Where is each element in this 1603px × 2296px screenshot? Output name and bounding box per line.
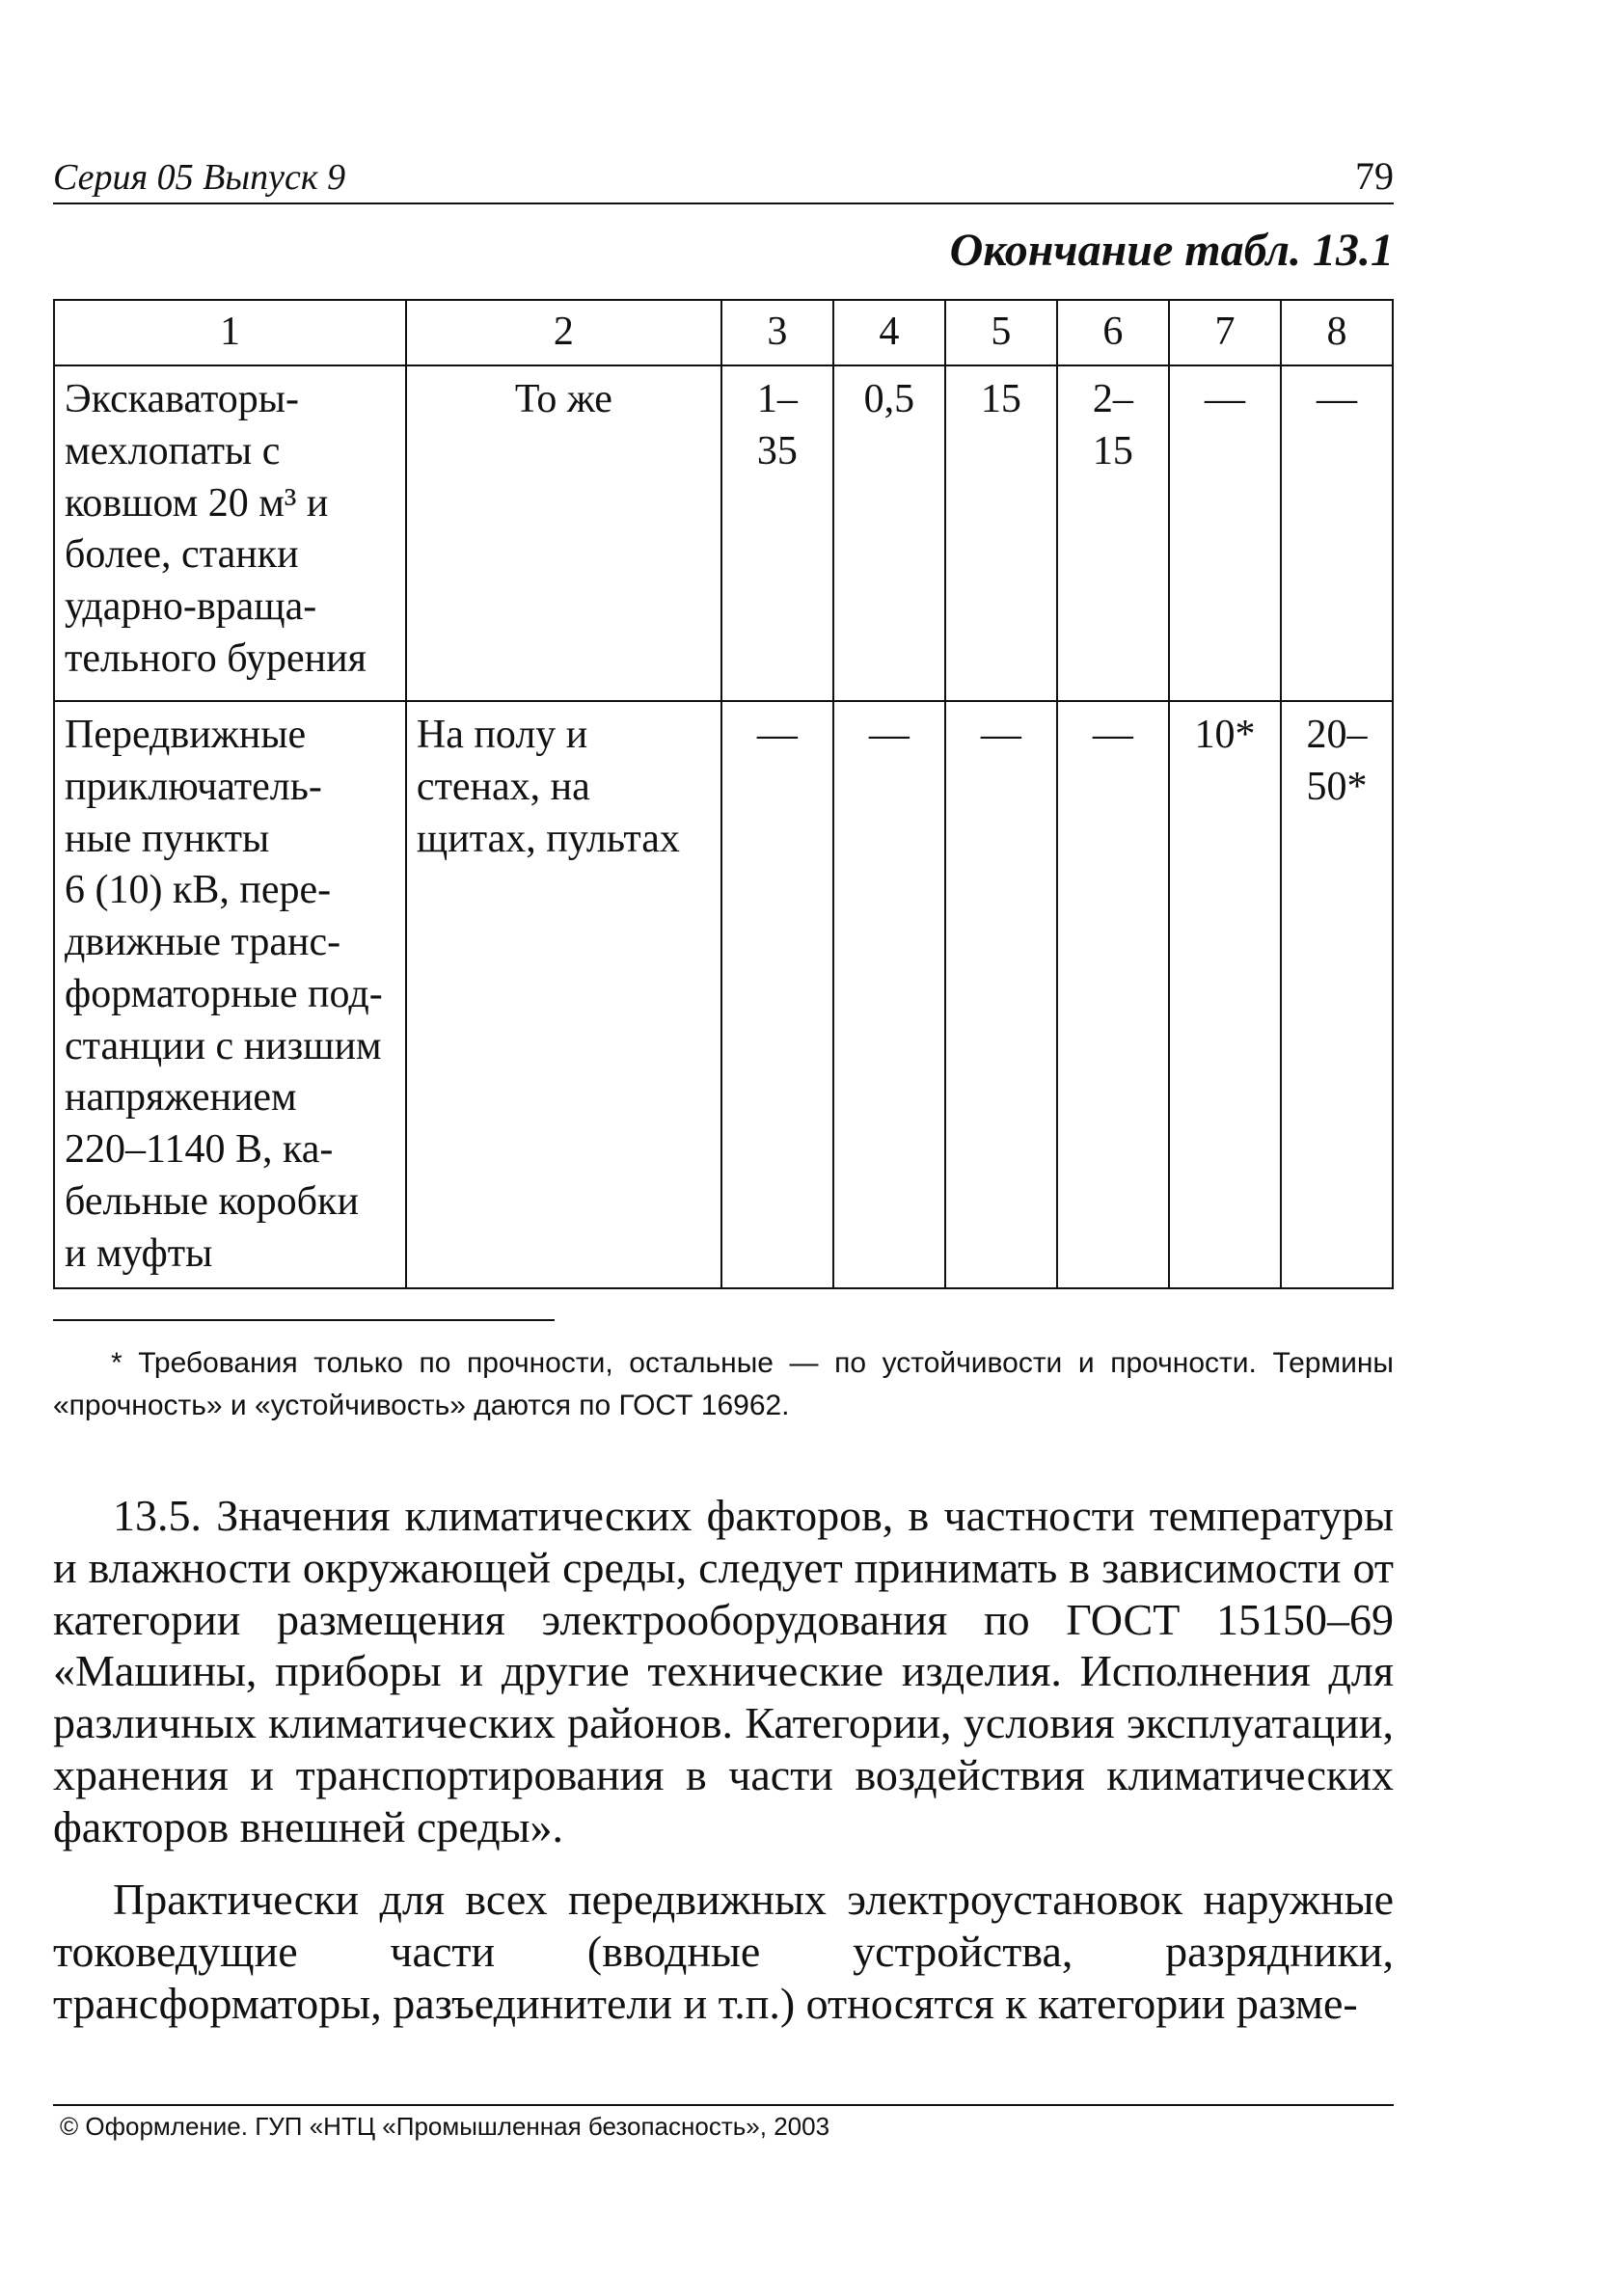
cell-line: —: [1092, 713, 1133, 757]
table-cell: [1169, 365, 1281, 701]
table-cell: [54, 701, 406, 1288]
series-label: Серия 05 Выпуск 9: [53, 157, 346, 198]
table-cell: [945, 701, 1057, 1288]
cell-line: Экскаваторы-: [65, 377, 299, 421]
cell-line: —: [868, 713, 910, 757]
cell-line: 220–1140 В, ка-: [65, 1127, 334, 1172]
table-cell: [1169, 701, 1281, 1288]
cell-line: ковшом 20 м³ и: [65, 480, 329, 526]
header-cell: 7: [1169, 300, 1281, 365]
cell-line: и муфты: [65, 1230, 213, 1276]
cell-line: мехлопаты с: [65, 428, 281, 473]
cell-line: тельного бурения: [65, 635, 367, 681]
paragraph: 13.5. Значения климатических факторов, в частности температуры и влажности окружающей среды, следует принимать в зависимости от категории размещения электрооборудования по ГОСТ 15150–69 «Машины, приборы и другие технические изделия. Исполнения для различных климатических районов. Категории, условия эксплуатации, хранения и транспортирования в части воздействия климатических факторов внешней среды».: [53, 1491, 1394, 1851]
table-cell: [406, 701, 721, 1288]
table-header-row: [54, 300, 1393, 365]
cell-line: 50*: [1306, 764, 1368, 809]
table-cell: [406, 365, 721, 701]
bottom-divider: [53, 2104, 1394, 2106]
table-row: [54, 701, 1393, 1288]
table-cell: [54, 365, 406, 701]
header-cell: 2: [406, 300, 721, 365]
cell-line: 0,5: [863, 377, 915, 421]
table-row: [54, 365, 1393, 701]
header-cell: 8: [1281, 300, 1393, 365]
cell-line: —: [1204, 377, 1245, 421]
cell-line: —: [1316, 377, 1357, 421]
table-cell: [1057, 701, 1169, 1288]
header-cell: 1: [54, 300, 406, 365]
cell-line: форматорные под-: [65, 971, 383, 1016]
cell-line: 35: [756, 428, 798, 473]
header-cell: 5: [945, 300, 1057, 365]
data-table: [53, 299, 1394, 1289]
page-number: 79: [1355, 154, 1394, 198]
cell-line: стенах, на: [416, 764, 590, 809]
cell-line: щитах, пультах: [416, 816, 680, 861]
cell-line: 15: [980, 377, 1021, 421]
table-cell: [721, 701, 833, 1288]
cell-line: —: [980, 713, 1021, 757]
cell-line: На полу и: [416, 713, 588, 757]
paragraph: Практически для всех передвижных электроустановок наружные токоведущие части (вводные устройства, разрядники, трансформаторы, разъединители и т.п.) относятся к категории разме-: [53, 1875, 1394, 2028]
copyright-notice: © Оформление. ГУП «НТЦ «Промышленная безопасность», 2003: [60, 2112, 830, 2141]
cell-line: Передвижные: [65, 713, 307, 757]
cell-line: 1–: [756, 377, 798, 421]
table-cell: [833, 365, 945, 701]
cell-line: 10*: [1194, 713, 1256, 757]
cell-line: ные пункты: [65, 816, 270, 861]
table-cell: [833, 701, 945, 1288]
header-cell: 6: [1057, 300, 1169, 365]
cell-line: более, станки: [65, 532, 299, 578]
table-cell: [945, 365, 1057, 701]
footnote: * Требования только по прочности, остальные — по устойчивости и прочности. Термины «прочность» и «устойчивость» даются по ГОСТ 16962.: [53, 1347, 1394, 1421]
cell-line: станции с низшим: [65, 1023, 382, 1068]
cell-line: приключатель-: [65, 764, 322, 809]
table-caption: Окончание табл. 13.1: [949, 225, 1394, 276]
footnote-divider: [53, 1319, 555, 1321]
cell-line: То же: [514, 377, 612, 421]
cell-line: бельные коробки: [65, 1178, 359, 1224]
cell-line: ударно-враща-: [65, 584, 317, 629]
table-cell: [1281, 701, 1393, 1288]
cell-line: напряжением: [65, 1075, 297, 1121]
cell-line: 15: [1092, 428, 1133, 473]
header-cell: 3: [721, 300, 833, 365]
cell-line: 2–: [1092, 377, 1133, 421]
running-header: [53, 145, 1394, 204]
header-cell: 4: [833, 300, 945, 365]
cell-line: —: [756, 713, 798, 757]
table-cell: [1281, 365, 1393, 701]
cell-line: 20–: [1306, 713, 1368, 757]
cell-line: движные транс-: [65, 920, 341, 964]
table-cell: [1057, 365, 1169, 701]
table-cell: [721, 365, 833, 701]
cell-line: 6 (10) кВ, пере-: [65, 868, 332, 913]
